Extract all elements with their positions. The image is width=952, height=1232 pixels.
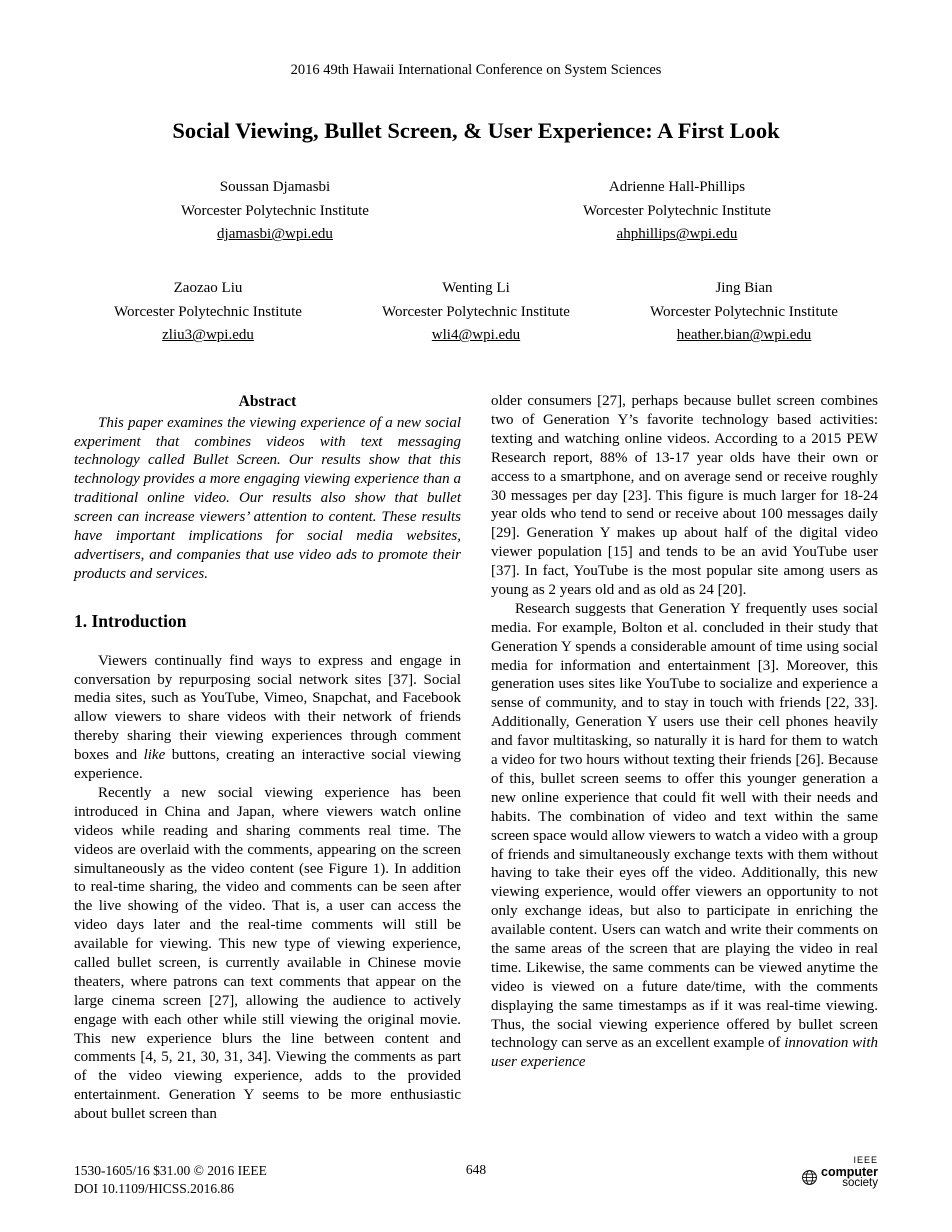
paragraph xyxy=(491,600,878,1072)
footer-copyright-block xyxy=(74,1162,416,1198)
copyright-line: 1530-1605/16 $31.00 © 2016 IEEE xyxy=(74,1162,267,1178)
paragraph xyxy=(74,784,461,1124)
abstract-text: This paper examines the viewing experience of a new social experiment that combines videos with text messaging technology called Bullet Screen. Our results show that this technology provides a more engaging viewing experience than a traditional online video. Our results also show that bullet screen can increase viewers’ attention to content. These results have important implications for social media websites, advertisers, and companies that use video ads to promote their products and services. xyxy=(74,414,461,582)
text-segment: Research suggests that Generation Y frequently uses social media. For example, Bolton et al. concluded in their study that Generation Y spends a considerable amount of time using social media for information and entertainment [3]. Moreover, this generation uses sites like YouTube to socialize and experience a sense of community, and to stay in touch with friends [22, 33]. Additionally, Generation Y users use their cell phones heavily and favor multitasking, so naturally it is hard for them to watch a video for two hours without texting their friends [26]. Because of this, bullet screen seems to offer this younger generation a new online experience that could fit well with their needs and habits. The combination of video and text within the same screen space would allow viewers to watch a video with a group of friends and simultaneously exchange texts with them without having to take their eyes off the video. Additionally, this new viewing experience, would offer viewers an opportunity to not only exchange ideas, but also to participate in enriching the available content. Users can watch and write their comments on the same areas of the screen that are playing the video in real time. Likewise, the same comments can be viewed anytime the video is viewed on a future date/time, with the comments displaying the same timestamps as if it was real-time viewing. Thus, the social viewing experience offered by bullet screen technology can serve as an excellent example of xyxy=(491,600,878,1052)
author-email-link[interactable]: djamasbi@wpi.edu xyxy=(217,226,333,243)
author-name: Jing Bian xyxy=(715,280,773,297)
author-email-link[interactable]: ahphillips@wpi.edu xyxy=(616,226,738,243)
author-affiliation: Worcester Polytechnic Institute xyxy=(181,202,369,219)
paragraph xyxy=(491,392,878,600)
conference-header: 2016 49th Hawaii International Conference on System Sciences xyxy=(290,62,662,78)
author-affiliation: Worcester Polytechnic Institute xyxy=(382,303,570,320)
author-block xyxy=(181,176,369,247)
abstract-heading: Abstract xyxy=(238,393,297,411)
author-name: Soussan Djamasbi xyxy=(219,179,331,195)
text-segment: Recently a new social viewing experience has been introduced in China and Japan, where viewers watch online videos while reading and sharing comments real time. The videos are overlaid with the comments, appearing on the screen simultaneously as the video content (see Figure 1). In addition to real-time sharing, the video and comments can be seen after the live showing of the video. That is, a user can access the video days later and the real-time comments will still be available for viewing. This new type of viewing experience, called bullet screen, is currently available in Chinese movie theaters, where patrons can text comments that appear on the large cinema screen [27], allowing the audience to actively engage with each other while still viewing the original movie. This new experience blurs the line between content and comments [4, 5, 21, 30, 31, 34]. Viewing the comments as part of the video viewing experience, adds to the provided entertainment. Generation Y seems to be more enthusiastic about bullet screen than xyxy=(74,784,461,1123)
doi-line: DOI 10.1109/HICSS.2016.86 xyxy=(74,1180,235,1196)
two-column-body xyxy=(74,392,878,1124)
author-block xyxy=(650,277,838,348)
left-column xyxy=(74,392,461,1124)
author-name: Adrienne Hall-Phillips xyxy=(608,179,746,195)
left-column-paragraphs xyxy=(74,652,461,1124)
italic-text-segment: innovation with user experience xyxy=(491,1035,879,1071)
author-affiliation: Worcester Polytechnic Institute xyxy=(650,303,838,320)
footer-logo-block xyxy=(536,1154,878,1190)
author-email-link[interactable]: heather.bian@wpi.edu xyxy=(676,327,812,344)
ieee-logo-text: IEEE xyxy=(853,1154,878,1165)
globe-icon xyxy=(801,1169,818,1186)
authors-row-1 xyxy=(74,176,878,247)
page-number: 648 xyxy=(465,1161,487,1177)
right-column xyxy=(491,392,878,1124)
page-footer xyxy=(74,1154,878,1198)
author-email-link[interactable]: wli4@wpi.edu xyxy=(431,327,521,344)
right-column-paragraphs xyxy=(491,392,878,1072)
ieee-computer-society-logo xyxy=(801,1156,878,1190)
author-block xyxy=(382,277,570,348)
author-affiliation: Worcester Polytechnic Institute xyxy=(114,303,302,320)
society-logo-text: society xyxy=(842,1177,878,1190)
author-block xyxy=(583,176,771,247)
section-heading-introduction: 1. Introduction xyxy=(74,610,187,631)
author-block xyxy=(114,277,302,348)
text-segment: Viewers continually find ways to express and engage in conversation by repurposing social network sites [37]. Social media sites, such as YouTube, Vimeo, Snapchat, and Facebook allow viewers to share videos with their network of friends thereby sharing their viewing experiences through comment boxes and xyxy=(74,652,461,764)
author-name: Zaozao Liu xyxy=(173,280,243,297)
author-affiliation: Worcester Polytechnic Institute xyxy=(583,202,771,219)
paragraph xyxy=(74,652,461,784)
text-segment: older consumers [27], perhaps because bullet screen combines two of Generation Y’s favorite technology based activities: texting and watching online videos. According to a 2015 PEW Research report, 88% of 13-17 year olds have their own or access to a smartphone, and on average send or receive roughly 30 messages per day [23]. This figure is much larger for 18-24 year olds who tend to send or receive about 100 messages daily [29]. Generation Y makes up about half of the digital video viewer population [15] and tends to be an avid YouTube user [37]. In fact, YouTube is the most popular site among users as young as 2 years old and as old as 24 [20]. xyxy=(491,393,878,599)
paper-title: Social Viewing, Bullet Screen, & User Experience: A First Look xyxy=(172,118,780,143)
author-email-link[interactable]: zliu3@wpi.edu xyxy=(162,327,254,344)
author-name: Wenting Li xyxy=(442,280,510,297)
authors-row-2 xyxy=(74,277,878,348)
text-segment: buttons, creating an interactive social viewing experience. xyxy=(74,747,461,783)
italic-text-segment: like xyxy=(143,747,166,764)
computer-logo-text: computer xyxy=(821,1164,878,1179)
